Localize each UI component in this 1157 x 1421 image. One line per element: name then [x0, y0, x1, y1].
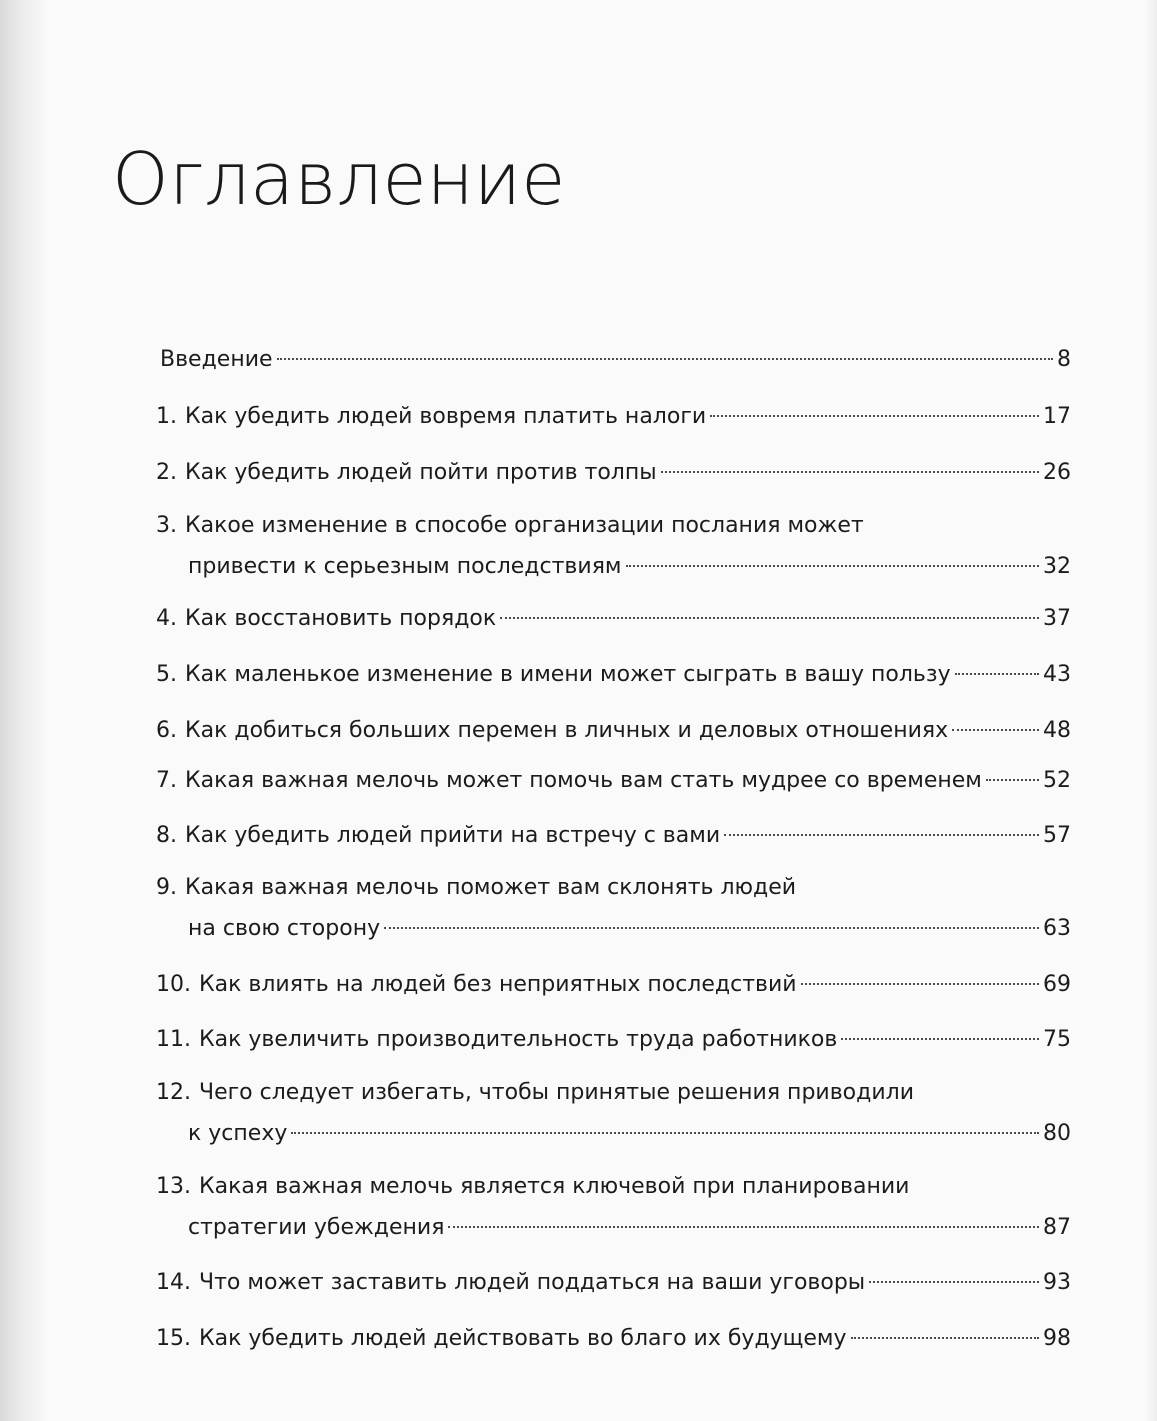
toc-entry-chapter-4[interactable]	[156, 598, 1071, 639]
toc-entry-title: Чего следует избегать, чтобы принятые решения приводили	[199, 1080, 914, 1105]
toc-entry-title: Что может заставить людей поддаться на ваши уговоры	[199, 1270, 866, 1295]
toc-chapter-number: 12.	[156, 1080, 191, 1105]
toc-page-number: 57	[1043, 823, 1071, 848]
toc-chapter-number: 15.	[156, 1326, 191, 1351]
toc-chapter-number: 5.	[156, 662, 177, 687]
toc-page-number: 8	[1057, 347, 1071, 372]
toc-page-number: 87	[1043, 1215, 1071, 1240]
toc-page-number: 75	[1043, 1027, 1071, 1052]
toc-page-number: 17	[1043, 404, 1071, 429]
toc-entry-title: Как маленькое изменение в имени может сыграть в вашу пользу	[185, 662, 951, 687]
toc-entry-title: Какая важная мелочь является ключевой при планировании	[199, 1174, 910, 1199]
toc-entry-chapter-14[interactable]	[156, 1262, 1071, 1303]
dot-leader	[841, 1038, 1039, 1040]
dot-leader	[291, 1132, 1039, 1134]
toc-entry-title: Как убедить людей вовремя платить налоги	[185, 404, 707, 429]
toc-page-number: 93	[1043, 1270, 1071, 1295]
toc-chapter-number: 14.	[156, 1270, 191, 1295]
toc-entry-title: Какое изменение в способе организации послания может	[185, 513, 864, 538]
dot-leader	[626, 565, 1039, 567]
toc-chapter-number: 9.	[156, 875, 177, 900]
toc-entry-title: Введение	[160, 347, 273, 372]
toc-chapter-number: 4.	[156, 606, 177, 631]
dot-leader	[851, 1337, 1039, 1339]
toc-chapter-number: 2.	[156, 460, 177, 485]
toc-entry-chapter-15[interactable]	[156, 1318, 1071, 1359]
toc-page-number: 43	[1043, 662, 1071, 687]
toc-entry-title: Какая важная мелочь поможет вам склонять людей	[185, 875, 797, 900]
dot-leader	[869, 1281, 1039, 1283]
toc-page-number: 26	[1043, 460, 1071, 485]
toc-entry-title: Какая важная мелочь может помочь вам стать мудрее со временем	[185, 768, 982, 793]
toc-entry-title: Как восстановить порядок	[185, 606, 497, 631]
toc-page-number: 32	[1043, 554, 1071, 579]
toc-entry-title-continued: на свою сторону	[188, 916, 381, 941]
dot-leader	[448, 1226, 1039, 1228]
toc-page-number: 98	[1043, 1326, 1071, 1351]
toc-entry-title-continued: привести к серьезным последствиям	[188, 554, 622, 579]
toc-entry-chapter-7[interactable]	[156, 760, 1071, 801]
dot-leader	[500, 617, 1039, 619]
toc-entry-chapter-10[interactable]	[156, 964, 1071, 1005]
toc-page-number: 52	[1043, 768, 1071, 793]
toc-entry-title: Как убедить людей прийти на встречу с вами	[185, 823, 721, 848]
toc-chapter-number: 8.	[156, 823, 177, 848]
dot-leader	[724, 834, 1039, 836]
dot-leader	[277, 358, 1053, 360]
toc-entry-title: Как увеличить производительность труда работников	[199, 1027, 838, 1052]
toc-entry-title: Как влиять на людей без неприятных последствий	[199, 972, 797, 997]
toc-entry-introduction[interactable]	[160, 339, 1071, 380]
toc-entry-chapter-1[interactable]	[156, 396, 1071, 437]
book-gutter-shadow	[0, 0, 46, 1421]
toc-entry-chapter-5[interactable]	[156, 654, 1071, 695]
toc-chapter-number: 11.	[156, 1027, 191, 1052]
dot-leader	[384, 927, 1039, 929]
toc-entry-title-continued: стратегии убеждения	[188, 1215, 445, 1240]
toc-page-number: 80	[1043, 1121, 1071, 1146]
toc-entry-title-continued: к успеху	[188, 1121, 288, 1146]
toc-entry-chapter-12[interactable]	[156, 1072, 1071, 1154]
toc-entry-title: Как убедить людей пойти против толпы	[185, 460, 657, 485]
toc-title: Оглавление	[112, 137, 566, 221]
dot-leader	[710, 415, 1039, 417]
toc-entry-chapter-9[interactable]	[156, 867, 1071, 949]
toc-entry-title: Как добиться больших перемен в личных и деловых отношениях	[185, 718, 949, 743]
dot-leader	[661, 471, 1039, 473]
toc-entry-chapter-13[interactable]	[156, 1166, 1071, 1248]
toc-chapter-number: 10.	[156, 972, 191, 997]
dot-leader	[801, 983, 1039, 985]
dot-leader	[952, 729, 1039, 731]
toc-entry-chapter-6[interactable]	[156, 710, 1071, 751]
toc-entry-chapter-8[interactable]	[156, 815, 1071, 856]
toc-chapter-number: 7.	[156, 768, 177, 793]
toc-chapter-number: 6.	[156, 718, 177, 743]
toc-chapter-number: 1.	[156, 404, 177, 429]
toc-chapter-number: 3.	[156, 513, 177, 538]
toc-page-number: 69	[1043, 972, 1071, 997]
toc-page-number: 63	[1043, 916, 1071, 941]
toc-entry-chapter-3[interactable]	[156, 505, 1071, 587]
toc-page-number: 48	[1043, 718, 1071, 743]
dot-leader	[955, 673, 1039, 675]
page-edge	[1145, 0, 1157, 1421]
toc-chapter-number: 13.	[156, 1174, 191, 1199]
toc-entry-title: Как убедить людей действовать во благо их будущему	[199, 1326, 847, 1351]
toc-entry-chapter-2[interactable]	[156, 452, 1071, 493]
toc-page-number: 37	[1043, 606, 1071, 631]
dot-leader	[986, 779, 1039, 781]
toc-entry-chapter-11[interactable]	[156, 1019, 1071, 1060]
